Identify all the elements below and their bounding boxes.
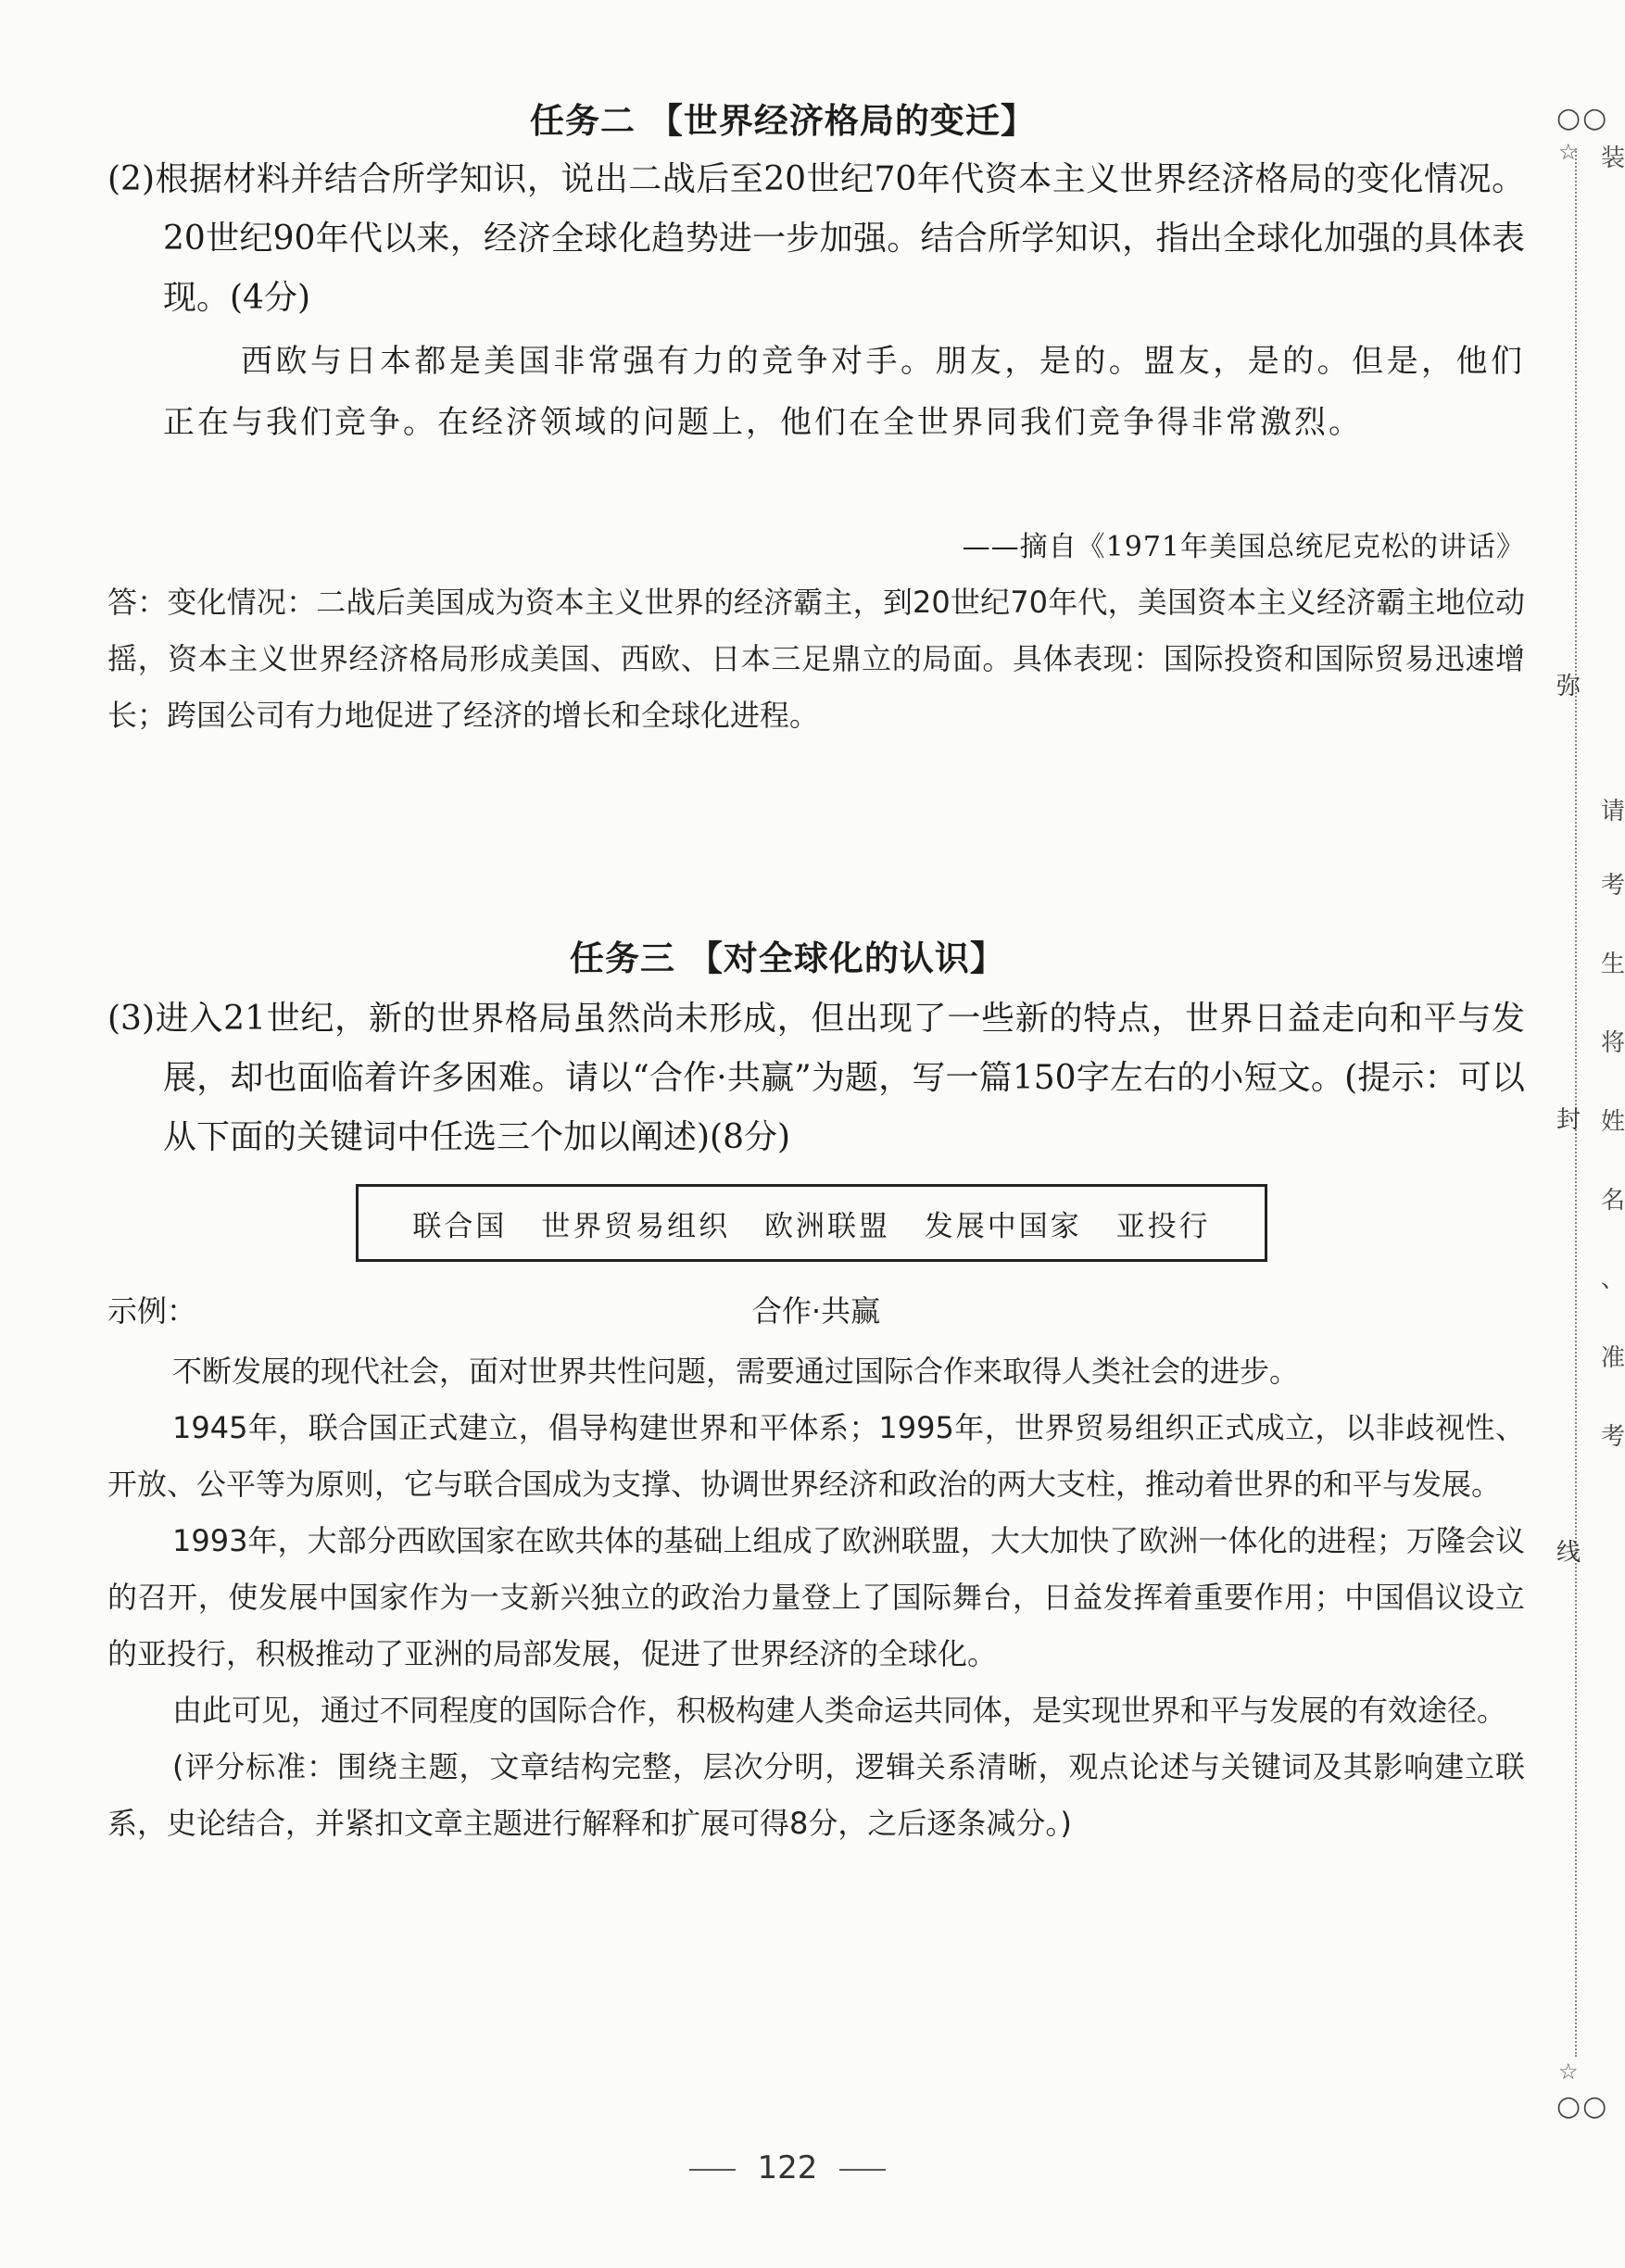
binding-text-fragment: 姓 (1601, 1108, 1625, 1136)
example-essay (107, 1343, 1525, 1852)
binding-text-fragment: 请 (1601, 798, 1625, 825)
essay-paragraph: 不断发展的现代社会，面对世界共性问题，需要通过国际合作来取得人类社会的进步。 (172, 1354, 1300, 1389)
binding-text-fragment: 准 (1601, 1344, 1625, 1372)
task2-answer: 答：变化情况：二战后美国成为资本主义世界的经济霸主，到20世纪70年代，美国资本主义经济霸主地位动摇，资本主义世界经济格局形成美国、西欧、日本三足鼎立的局面。具体表现：国际投资和国际贸易迅速增长；跨国公司有力地促进了经济的增长和全球化进程。 (107, 585, 1525, 733)
example-title: 合作·共赢 (751, 1293, 881, 1329)
binding-star-bottom-icon: ☆ (1558, 2059, 1579, 2085)
binding-text-fragment: 、 (1601, 1266, 1625, 1293)
binding-text-fragment: 考 (1601, 1423, 1625, 1451)
keyword: 联合国 (412, 1209, 508, 1243)
keyword-box (356, 1184, 1267, 1262)
essay-paragraph: 由此可见，通过不同程度的国际合作，积极构建人类命运共同体，是实现世界和平与发展的有效途径。 (172, 1693, 1507, 1728)
task3-question: (3)进入21世纪，新的世界格局虽然尚未形成，但出现了一些新的特点，世界日益走向和平与发展，却也面临着许多困难。请以“合作·共赢”为题，写一篇150字左右的小短文。(提示：可以从下面的关键词中任选三个加以阐述)(8分) (107, 1000, 1525, 1156)
binding-circles-bottom: ○○ (1556, 2090, 1609, 2123)
example-label: 示例： (107, 1293, 197, 1329)
task2-question: (2)根据材料并结合所学知识，说出二战后至20世纪70年代资本主义世界经济格局的变化情况。20世纪90年代以来，经济全球化趋势进一步加强。结合所学知识，指出全球化加强的具体表现。(4分) (107, 160, 1525, 317)
task2-heading: 任务二 【世界经济格局的变迁】 (530, 101, 1036, 141)
binding-text-fragment: 装 (1601, 145, 1625, 172)
binding-char-feng: 封 (1556, 1106, 1581, 1134)
binding-text-fragment: 生 (1601, 951, 1625, 978)
keyword: 欧洲联盟 (763, 1209, 890, 1243)
task3-heading: 任务三 【对全球化的认识】 (570, 939, 1005, 978)
binding-char-xian: 线 (1556, 1539, 1581, 1567)
essay-paragraph: 1993年，大部分西欧国家在欧共体的基础上组成了欧洲联盟，大大加快了欧洲一体化的进程；万隆会议的召开，使发展中国家作为一支新兴独立的政治力量登上了国际舞台，日益发挥着重要作用；中国倡议设立的亚投行，积极推动了亚洲的局部发展，促进了世界经济的全球化。 (107, 1523, 1525, 1671)
binding-text-fragment: 名 (1601, 1187, 1625, 1215)
keyword: 亚投行 (1115, 1209, 1211, 1243)
binding-char-mi: 弥 (1556, 673, 1581, 700)
binding-text-fragment: 将 (1601, 1029, 1625, 1057)
page-number-dash-left (689, 2169, 736, 2171)
page-number-text: 122 (757, 2149, 818, 2186)
scoring-criteria: (评分标准：围绕主题，文章结构完整，层次分明，逻辑关系清晰，观点论述与关键词及其影响建立联系，史论结合，并紧扣文章主题进行解释和扩展可得8分，之后逐条减分。) (107, 1749, 1525, 1841)
binding-circles-top: ○○ (1556, 102, 1609, 134)
binding-text-fragment: 考 (1601, 872, 1625, 900)
example-header (107, 1288, 1525, 1334)
task2-quote: 西欧与日本都是美国非常强有力的竞争对手。朋友，是的。盟友，是的。但是，他们正在与我们竞争。在经济领域的问题上，他们在全世界同我们竞争得非常激烈。 (163, 343, 1525, 441)
binding-star-top-icon: ☆ (1558, 139, 1579, 165)
page-number (0, 2149, 1575, 2186)
keyword: 发展中国家 (924, 1209, 1082, 1243)
essay-paragraph: 1945年，联合国正式建立，倡导构建世界和平体系；1995年，世界贸易组织正式成立，以非歧视性、开放、公平等为原则，它与联合国成为支撑、协调世界经济和政治的两大支柱，推动着世界的和平与发展。 (107, 1410, 1525, 1502)
keyword: 世界贸易组织 (541, 1209, 731, 1243)
task2-quote-source: ——摘自《1971年美国总统尼克松的讲话》 (962, 531, 1525, 563)
page-number-dash-right (839, 2169, 886, 2171)
